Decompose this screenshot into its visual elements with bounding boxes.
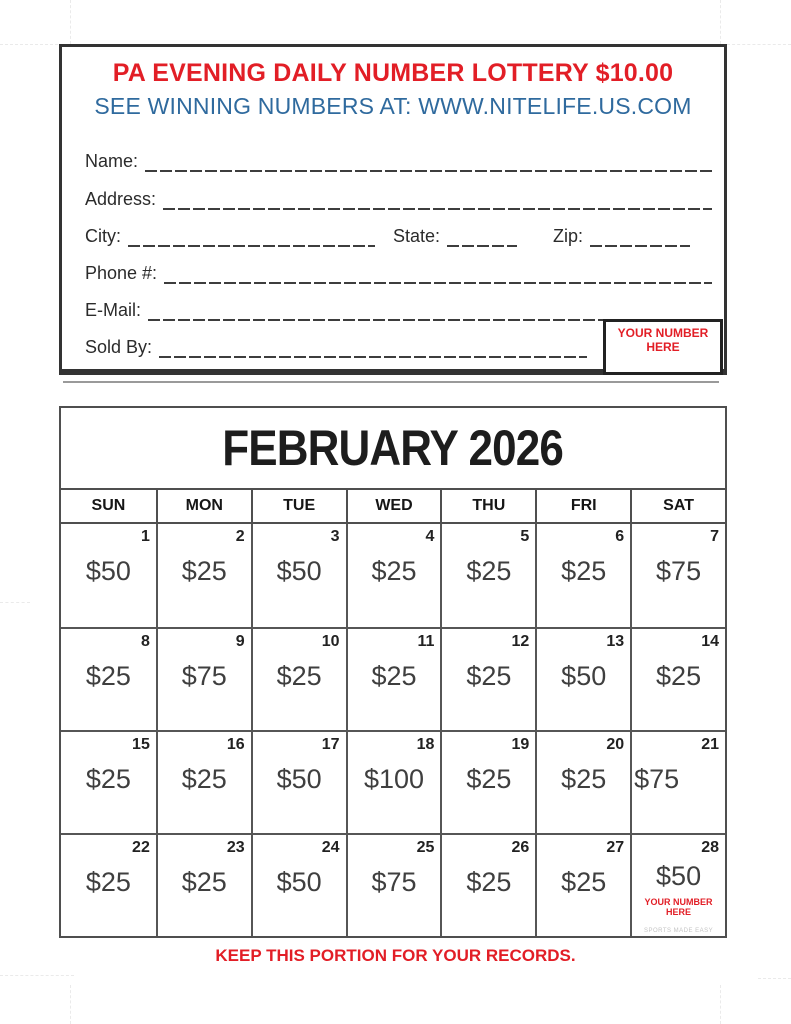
calendar-day-cell <box>251 627 346 730</box>
calendar-day-cell <box>535 524 630 627</box>
day-number: 21 <box>701 736 719 753</box>
day-amount: $25 <box>466 661 512 691</box>
day-number: 26 <box>511 839 530 856</box>
calendar-month-title-text: FEBRUARY 2026 <box>222 420 564 476</box>
zip-label: Zip: <box>553 226 584 246</box>
form-row-name <box>85 148 712 172</box>
calendar-day-cell <box>156 730 251 833</box>
day-amount: $75 <box>371 867 417 897</box>
calendar-day-cell <box>251 833 346 936</box>
crop-mark <box>70 985 71 1024</box>
day-number: 18 <box>416 736 435 753</box>
day-amount: $50 <box>276 764 322 794</box>
day-amount: $25 <box>561 556 607 586</box>
calendar-day-cell <box>535 627 630 730</box>
ticket-tear-line <box>63 381 719 383</box>
your-number-label: YOUR NUMBER HERE <box>617 326 709 354</box>
address-label: Address: <box>85 189 157 209</box>
day-amount: $50 <box>276 867 322 897</box>
day-amount: $25 <box>371 661 417 691</box>
calendar-day-cell <box>61 524 156 627</box>
day-number: 5 <box>520 528 530 545</box>
crop-mark <box>758 978 791 979</box>
day-amount: $25 <box>181 764 227 794</box>
day-amount: $25 <box>85 661 131 691</box>
zip-fill-line <box>590 225 690 247</box>
day-number: 2 <box>235 528 245 545</box>
day-amount: $25 <box>561 867 607 897</box>
day-number: 15 <box>132 736 150 753</box>
day-amount: $50 <box>656 861 702 891</box>
calendar-day-cell <box>535 833 630 936</box>
day-amount: $50 <box>276 556 322 586</box>
calendar-day-cell <box>156 524 251 627</box>
name-fill-line <box>145 150 712 172</box>
calendar-day-cell <box>535 730 630 833</box>
day-amount: $25 <box>561 764 607 794</box>
calendar-day-cell <box>346 627 441 730</box>
calendar-day-cell <box>346 833 441 936</box>
day-header-tue: TUE <box>251 490 346 522</box>
calendar-day-cell <box>440 627 535 730</box>
crop-mark <box>720 0 721 44</box>
calendar-month-title <box>61 408 725 490</box>
form-row-address <box>85 186 712 210</box>
day-number: 27 <box>606 839 625 856</box>
city-fill-line <box>128 225 375 247</box>
calendar-day-cell <box>440 730 535 833</box>
day-amount: $50 <box>85 556 131 586</box>
day-number: 16 <box>226 736 245 753</box>
day-number: 24 <box>321 839 340 856</box>
day-amount: $25 <box>85 764 131 794</box>
calendar-day-cell <box>251 730 346 833</box>
state-label: State: <box>393 226 441 246</box>
day-number: 11 <box>417 633 435 650</box>
day-number: 9 <box>235 633 245 650</box>
day-header-thu: THU <box>440 490 535 522</box>
keep-portion-note: KEEP THIS PORTION FOR YOUR RECORDS. <box>215 946 576 965</box>
day-header-sun: SUN <box>91 497 126 514</box>
day-header-sat: SAT <box>630 490 725 522</box>
calendar-day-cell <box>440 524 535 627</box>
calendar-day-cell <box>630 627 725 730</box>
day-number: 22 <box>132 839 150 856</box>
day-amount: $75 <box>181 661 227 691</box>
day-amount: $75 <box>656 556 702 586</box>
february-calendar <box>59 406 727 938</box>
crop-mark <box>0 602 30 603</box>
calendar-grid <box>61 524 725 936</box>
day-number: 12 <box>511 633 530 650</box>
day-number: 20 <box>606 736 625 753</box>
sold-by-fill-line <box>159 336 587 358</box>
calendar-day-cell <box>346 524 441 627</box>
day-header-wed: WED <box>346 490 441 522</box>
address-fill-line <box>163 188 712 210</box>
day-amount: $100 <box>363 764 425 794</box>
day-amount: $25 <box>466 867 512 897</box>
your-number-box <box>603 319 723 375</box>
day-number: 25 <box>416 839 435 856</box>
day-amount: $75 <box>634 764 680 794</box>
day-number: 3 <box>330 528 340 545</box>
form-row-city-state-zip <box>85 223 712 247</box>
day-amount: $25 <box>466 764 512 794</box>
watermark-text: SPORTS MADE EASY <box>643 928 714 934</box>
calendar-day-cell <box>61 627 156 730</box>
state-fill-line <box>447 225 517 247</box>
city-label: City: <box>85 226 121 246</box>
day-amount: $25 <box>181 556 227 586</box>
day-amount: $50 <box>561 661 607 691</box>
day-amount: $25 <box>181 867 227 897</box>
sold-by-label: Sold By: <box>85 337 153 357</box>
day-amount: $25 <box>371 556 417 586</box>
day-number: 8 <box>140 633 150 650</box>
day-header-fri: FRI <box>535 490 630 522</box>
form-row-email <box>85 297 712 321</box>
calendar-day-cell <box>61 833 156 936</box>
day-number: 13 <box>606 633 625 650</box>
lottery-title: PA EVENING DAILY NUMBER LOTTERY $10.00 <box>112 59 674 87</box>
email-fill-line <box>148 299 712 321</box>
day-number: 17 <box>321 736 340 753</box>
form-row-phone <box>85 260 712 284</box>
crop-mark <box>0 44 58 45</box>
day-amount: $25 <box>276 661 322 691</box>
day-number: 6 <box>615 528 625 545</box>
order-form-ticket <box>59 44 727 375</box>
day-number: 10 <box>321 633 340 650</box>
day-number: 1 <box>140 528 150 545</box>
crop-mark <box>70 0 71 44</box>
day-number: 28 <box>701 839 719 856</box>
calendar-day-cell <box>251 524 346 627</box>
calendar-day-cell <box>61 730 156 833</box>
calendar-day-cell <box>346 730 441 833</box>
calendar-day-cell <box>630 730 725 833</box>
day-number: 14 <box>701 633 719 650</box>
crop-mark <box>720 985 721 1024</box>
day-number: 23 <box>226 839 245 856</box>
name-label: Name: <box>85 151 139 171</box>
day-amount: $25 <box>85 867 131 897</box>
phone-fill-line <box>164 262 712 284</box>
calendar-day-cell <box>156 627 251 730</box>
calendar-day-cell <box>156 833 251 936</box>
calendar-day-cell <box>630 524 725 627</box>
day-header-mon: MON <box>156 490 251 522</box>
calendar-day-cell <box>630 833 725 936</box>
crop-mark <box>727 44 791 45</box>
day-number: 7 <box>710 528 719 545</box>
day-amount: $25 <box>466 556 512 586</box>
day-number: 4 <box>425 528 435 545</box>
phone-label: Phone #: <box>85 263 158 283</box>
calendar-day-cell <box>440 833 535 936</box>
your-number-label-small: YOUR NUMBER HERE <box>644 897 713 917</box>
email-label: E-Mail: <box>85 300 142 320</box>
day-number: 19 <box>511 736 530 753</box>
crop-mark <box>0 975 74 976</box>
winning-numbers-subtitle: SEE WINNING NUMBERS AT: WWW.NITELIFE.US.COM <box>94 93 692 119</box>
calendar-day-header-row <box>61 490 725 524</box>
day-amount: $25 <box>656 661 702 691</box>
